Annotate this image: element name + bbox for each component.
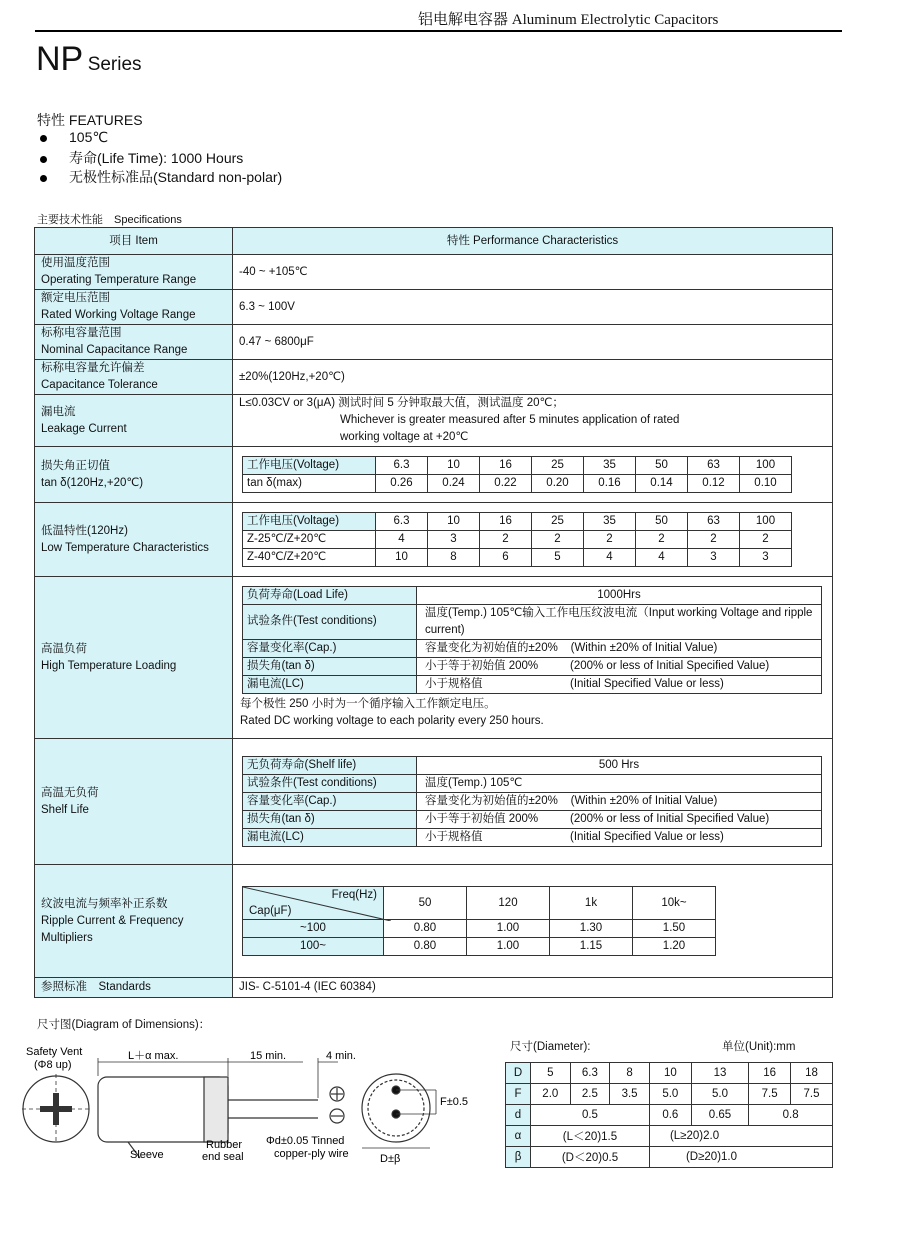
item-header: 项目 Item xyxy=(35,228,233,255)
table-row xyxy=(35,360,833,395)
table-row xyxy=(35,978,833,998)
bullet-icon xyxy=(40,156,47,163)
ripple-multiplier-table: Freq(Hz) Cap(μF) 50 120 1k 10k~ ~100 0.80 1.00 1.30 1.50 100~ 0.80 1.00 1.15 1.20 xyxy=(242,886,716,956)
row-value: JIS- C-5101-4 (IEC 60384) xyxy=(233,978,833,998)
performance-header: 特性 Performance Characteristics xyxy=(233,228,833,255)
diameter-label: 尺寸(Diameter): xyxy=(510,1041,591,1053)
row-label: 漏电流 Leakage Current xyxy=(35,395,233,447)
table-row xyxy=(35,865,833,978)
row-label: 损失角正切值 tan δ(120Hz,+20℃) xyxy=(35,447,233,503)
row-label: 额定电压范围 Rated Working Voltage Range xyxy=(35,290,233,325)
end-view-icon xyxy=(362,1074,430,1142)
row-label: 使用温度范围 Operating Temperature Range xyxy=(35,255,233,290)
series-title xyxy=(36,40,142,79)
row-value: ±20%(120Hz,+20℃) xyxy=(233,360,833,395)
svg-text:F±0.5: F±0.5 xyxy=(440,1096,469,1108)
table-row: d 0.5 0.6 0.65 0.8 xyxy=(506,1105,833,1126)
series-name: NP xyxy=(36,40,84,78)
row-label: 高温负荷 High Temperature Loading xyxy=(35,577,233,739)
unit-label: 单位(Unit):mm xyxy=(722,1041,796,1053)
feature-item: 无极性标准品(Standard non-polar) xyxy=(40,167,282,187)
row-label: 标称电容量范围 Nominal Capacitance Range xyxy=(35,325,233,360)
svg-text:Sleeve: Sleeve xyxy=(130,1149,164,1161)
row-label: 高温无负荷 Shelf Life xyxy=(35,739,233,865)
table-row xyxy=(35,325,833,360)
table-row xyxy=(35,255,833,290)
svg-text:L＋α max.: L＋α max. xyxy=(128,1050,179,1062)
table-row: β (D＜20)0.5 (D≥20)1.0 xyxy=(506,1147,833,1168)
features-title: 特性 FEATURES xyxy=(37,112,143,128)
bullet-icon xyxy=(40,175,47,182)
svg-text:Safety Vent: Safety Vent xyxy=(26,1046,83,1058)
feature-item: 105℃ xyxy=(40,129,108,146)
shelf-life-table: 无负荷寿命(Shelf life) 500 Hrs 试验条件(Test conditions) 温度(Temp.) 105℃ 容量变化率(Cap.) 容量变化为初始值的±20% (Within ±20% of Initial Value) 损失角(tan δ) 小于等于初始值 200% (200% or less of Initial Specified Value) 漏电流(LC) 小于规格值 (Initial Specified Value or less) xyxy=(242,756,822,847)
dimension-table xyxy=(505,1062,833,1168)
table-row: D 5 6.3 8 10 13 16 18 xyxy=(506,1063,833,1084)
dimension-drawing xyxy=(18,1040,488,1180)
table-row xyxy=(35,739,833,865)
table-header-row xyxy=(35,228,833,255)
svg-text:end seal: end seal xyxy=(202,1151,244,1163)
svg-text:D±β: D±β xyxy=(380,1153,401,1165)
tan-delta-table: 工作电压(Voltage) 6.3 10 16 25 35 50 63 100 tan δ(max) 0.26 0.24 0.22 0.20 0.16 0.14 0.12 0.10 xyxy=(242,456,792,493)
svg-text:(Φ8 up): (Φ8 up) xyxy=(34,1059,72,1071)
high-temperature-table: 负荷寿命(Load Life) 1000Hrs 试验条件(Test conditions) 温度(Temp.) 105℃输入工作电压纹波电流（Input working Voltage and ripple current) 容量变化率(Cap.) 容量变化为初始值的±20% (Within ±20% of Initial Value) 损失角(tan δ) 小于等于初始值 200% (200% or less of Initial Specified Value) 漏电流(LC) 小于规格值 (Initial Specified Value or less) xyxy=(242,586,822,694)
row-label: 纹波电流与频率补正系数 Ripple Current & Frequency Multipliers xyxy=(35,865,233,978)
series-suffix: Series xyxy=(87,54,142,75)
svg-text:copper-ply wire: copper-ply wire xyxy=(274,1148,349,1160)
page-header: 铝电解电容器 Aluminum Electrolytic Capacitors xyxy=(418,12,719,28)
table-row xyxy=(35,395,833,447)
svg-text:4 min.: 4 min. xyxy=(326,1050,356,1062)
row-value: 0.47 ~ 6800μF xyxy=(233,325,833,360)
table-row xyxy=(35,447,833,503)
row-label: 标称电容量允许偏差 Capacitance Tolerance xyxy=(35,360,233,395)
table-row xyxy=(35,290,833,325)
table-row: F 2.0 2.5 3.5 5.0 5.0 7.5 7.5 xyxy=(506,1084,833,1105)
table-row: α (L＜20)1.5 (L≥20)2.0 xyxy=(506,1126,833,1147)
row-value: 6.3 ~ 100V xyxy=(233,290,833,325)
table-row xyxy=(35,577,833,739)
dimensions-title: 尺寸图(Diagram of Dimensions)： xyxy=(37,1019,211,1031)
svg-text:Rubber: Rubber xyxy=(206,1139,243,1151)
specifications-table xyxy=(34,227,833,998)
row-label: 参照标准 Standards xyxy=(35,978,233,998)
svg-text:15 min.: 15 min. xyxy=(250,1050,287,1062)
svg-text:Φd±0.05 Tinned: Φd±0.05 Tinned xyxy=(266,1135,345,1147)
bullet-icon xyxy=(40,135,47,142)
specifications-caption: 主要技术性能 Specifications xyxy=(37,214,182,226)
feature-item: 寿命(Life Time): 1000 Hours xyxy=(40,148,243,168)
row-value: -40 ~ +105℃ xyxy=(233,255,833,290)
low-temperature-table: 工作电压(Voltage) 6.3 10 16 25 35 50 63 100 Z-25℃/Z+20℃ 4 3 2 2 2 2 2 2 Z-40℃/Z+20℃ 10 8 6 5 4 4 3 3 xyxy=(242,512,792,567)
row-label: 低温特性(120Hz) Low Temperature Characteristics xyxy=(35,503,233,577)
leakage-value: L≤0.03CV or 3(μA) 测试时间 5 分钟取最大值，测试温度 20℃； Whichever is greater measured after 5 minutes application of rated working voltage at +20℃ xyxy=(233,395,833,447)
header-rule xyxy=(35,30,842,32)
table-row xyxy=(35,503,833,577)
high-temp-note: 每个极性 250 小时为一个循序输入工作额定电压。 Rated DC working voltage to each polarity every 250 hours. xyxy=(240,697,544,727)
